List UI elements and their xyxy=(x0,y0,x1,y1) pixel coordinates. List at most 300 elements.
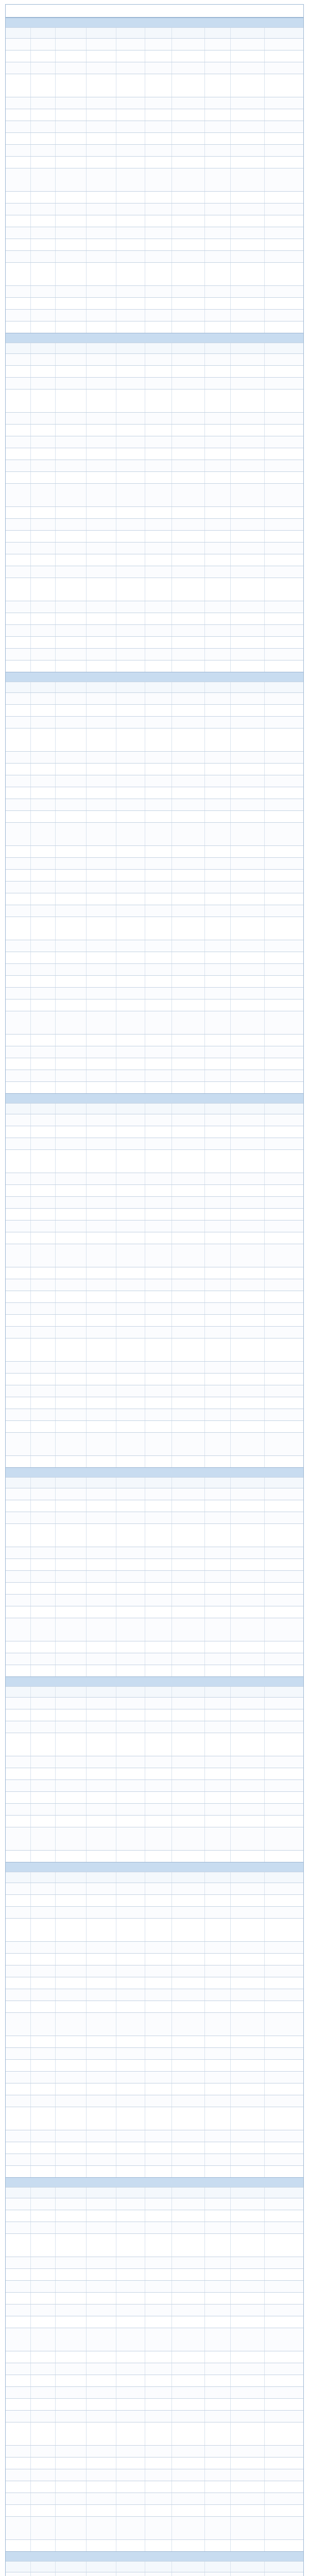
table-cell xyxy=(204,1641,230,1653)
table-cell xyxy=(6,1338,30,1361)
table-row xyxy=(6,321,303,333)
table-cell xyxy=(30,1209,55,1220)
table-cell xyxy=(55,2198,86,2210)
table-row xyxy=(6,389,303,412)
table-cell xyxy=(86,1571,116,1582)
table-cell xyxy=(6,1500,30,1512)
table-cell xyxy=(6,1709,30,1721)
table-cell xyxy=(145,215,171,227)
table-cell xyxy=(116,2234,145,2257)
table-cell xyxy=(30,1232,55,1244)
table-cell xyxy=(55,1185,86,1196)
table-cell xyxy=(145,1397,171,1409)
table-cell xyxy=(86,2399,116,2410)
table-cell xyxy=(171,1197,204,1208)
table-cell xyxy=(145,858,171,869)
table-cell xyxy=(145,752,171,763)
table-cell xyxy=(204,239,230,250)
table-cell xyxy=(6,2281,30,2292)
table-cell xyxy=(171,1851,204,1862)
table-cell xyxy=(204,2540,230,2551)
table-cell xyxy=(116,2166,145,2177)
table-cell xyxy=(30,1942,55,1953)
table-cell xyxy=(145,1197,171,1208)
table-cell xyxy=(6,472,30,483)
table-cell xyxy=(264,1583,301,1594)
table-cell xyxy=(145,1618,171,1641)
table-cell xyxy=(264,2387,301,2398)
table-row xyxy=(6,1850,303,1862)
table-cell xyxy=(204,2130,230,2142)
table-cell xyxy=(204,882,230,893)
table-cell xyxy=(204,1954,230,1965)
table-cell xyxy=(204,917,230,940)
column-header xyxy=(264,2562,301,2572)
table-cell xyxy=(230,2154,264,2165)
table-row xyxy=(6,2375,303,2386)
table-cell xyxy=(204,2481,230,2493)
table-cell xyxy=(171,2107,204,2130)
table-cell xyxy=(6,637,30,648)
table-cell xyxy=(264,893,301,905)
table-cell xyxy=(6,1698,30,1709)
table-cell xyxy=(204,2060,230,2071)
table-row xyxy=(6,2059,303,2071)
table-cell xyxy=(264,2001,301,2012)
table-cell xyxy=(171,1804,204,1815)
table-cell xyxy=(145,1595,171,1606)
column-header xyxy=(86,1872,116,1883)
table-cell xyxy=(171,1827,204,1850)
table-cell xyxy=(116,519,145,530)
table-cell xyxy=(86,1977,116,1989)
table-cell xyxy=(264,531,301,542)
table-cell xyxy=(264,1500,301,1512)
table-cell xyxy=(230,484,264,506)
table-cell xyxy=(204,192,230,203)
table-cell xyxy=(204,2469,230,2481)
table-cell xyxy=(30,366,55,377)
table-cell xyxy=(264,543,301,554)
table-cell xyxy=(55,1954,86,1965)
table-cell xyxy=(145,1173,171,1184)
table-cell xyxy=(171,2572,204,2576)
table-cell xyxy=(171,1559,204,1570)
table-cell xyxy=(6,705,30,716)
table-cell xyxy=(230,1665,264,1676)
table-cell xyxy=(171,1792,204,1803)
table-cell xyxy=(116,1046,145,1058)
table-cell xyxy=(6,882,30,893)
table-cell xyxy=(6,1456,30,1467)
table-cell xyxy=(86,1011,116,1034)
table-cell xyxy=(264,448,301,460)
table-cell xyxy=(171,905,204,917)
table-cell xyxy=(264,145,301,156)
table-cell xyxy=(30,1954,55,1965)
table-row xyxy=(6,1721,303,1733)
table-cell xyxy=(86,1197,116,1208)
table-cell xyxy=(30,566,55,578)
table-row xyxy=(6,1965,303,1977)
table-cell xyxy=(6,239,30,250)
table-row xyxy=(6,1791,303,1803)
table-cell xyxy=(86,298,116,309)
table-row xyxy=(6,1220,303,1232)
table-cell xyxy=(204,625,230,636)
table-cell xyxy=(116,1221,145,1232)
table-cell xyxy=(171,625,204,636)
table-cell xyxy=(230,1965,264,1977)
table-cell xyxy=(145,145,171,156)
table-cell xyxy=(55,1070,86,1081)
table-cell xyxy=(30,882,55,893)
table-cell xyxy=(171,1606,204,1618)
column-header xyxy=(264,2188,301,2198)
table-cell xyxy=(230,531,264,542)
table-cell xyxy=(204,1409,230,1420)
table-cell xyxy=(6,1571,30,1582)
table-cell xyxy=(86,1547,116,1558)
table-cell xyxy=(86,2222,116,2233)
table-cell xyxy=(116,543,145,554)
table-cell xyxy=(264,905,301,917)
table-cell xyxy=(116,882,145,893)
table-cell xyxy=(6,2072,30,2083)
table-cell xyxy=(116,1653,145,1665)
table-cell xyxy=(55,1421,86,1432)
table-cell xyxy=(264,799,301,810)
table-cell xyxy=(204,484,230,506)
table-cell xyxy=(204,811,230,822)
table-cell xyxy=(171,239,204,250)
table-cell xyxy=(204,413,230,424)
table-cell xyxy=(116,1209,145,1220)
table-cell xyxy=(86,310,116,321)
table-cell xyxy=(30,1883,55,1894)
table-row xyxy=(6,692,303,704)
column-header xyxy=(30,1104,55,1114)
table-cell xyxy=(55,764,86,775)
table-cell xyxy=(264,1709,301,1721)
table-cell xyxy=(264,1197,301,1208)
column-header xyxy=(171,1687,204,1697)
table-cell xyxy=(230,2399,264,2410)
table-cell xyxy=(86,823,116,845)
table-cell xyxy=(145,728,171,751)
table-cell xyxy=(145,413,171,424)
table-cell xyxy=(6,1488,30,1500)
table-cell xyxy=(55,1907,86,1918)
table-cell xyxy=(55,1653,86,1665)
table-cell xyxy=(86,1221,116,1232)
table-cell xyxy=(116,1571,145,1582)
table-cell xyxy=(145,2269,171,2280)
table-cell xyxy=(116,905,145,917)
table-cell xyxy=(230,2304,264,2316)
table-cell xyxy=(30,2387,55,2398)
table-cell xyxy=(145,448,171,460)
table-cell xyxy=(171,39,204,50)
table-cell xyxy=(171,2130,204,2142)
table-row xyxy=(6,1803,303,1815)
table-cell xyxy=(55,2036,86,2047)
table-cell xyxy=(30,1126,55,1138)
table-cell xyxy=(86,1606,116,1618)
table-cell xyxy=(204,2281,230,2292)
table-cell xyxy=(55,157,86,168)
table-cell xyxy=(116,1954,145,1965)
table-row xyxy=(6,1046,303,1058)
table-cell xyxy=(145,775,171,787)
table-cell xyxy=(145,2411,171,2422)
table-cell xyxy=(230,121,264,132)
table-cell xyxy=(171,2095,204,2107)
table-cell xyxy=(6,2481,30,2493)
table-cell xyxy=(145,870,171,881)
table-cell xyxy=(55,168,86,191)
table-cell xyxy=(55,1583,86,1594)
table-cell xyxy=(204,2001,230,2012)
table-cell xyxy=(171,1942,204,1953)
table-cell xyxy=(116,263,145,285)
table-cell xyxy=(86,1267,116,1279)
table-cell xyxy=(171,1768,204,1780)
table-cell xyxy=(6,2505,30,2516)
column-header xyxy=(30,28,55,38)
table-cell xyxy=(264,519,301,530)
table-cell xyxy=(171,858,204,869)
table-row xyxy=(6,1196,303,1208)
table-cell xyxy=(30,298,55,309)
table-cell xyxy=(264,1385,301,1397)
table-cell xyxy=(116,286,145,297)
table-cell xyxy=(204,1221,230,1232)
table-cell xyxy=(204,2328,230,2351)
table-cell xyxy=(230,764,264,775)
table-cell xyxy=(230,811,264,822)
table-cell xyxy=(116,660,145,672)
table-cell xyxy=(30,988,55,999)
table-row xyxy=(6,74,303,97)
table-cell xyxy=(6,964,30,975)
table-cell xyxy=(145,2293,171,2304)
table-cell xyxy=(171,215,204,227)
table-cell xyxy=(6,1756,30,1768)
table-row xyxy=(6,97,303,109)
table-row xyxy=(6,50,303,62)
table-cell xyxy=(171,2166,204,2177)
table-cell xyxy=(171,1547,204,1558)
column-header xyxy=(55,343,86,353)
table-row xyxy=(6,1385,303,1397)
table-cell xyxy=(171,893,204,905)
column-header xyxy=(230,1687,264,1697)
table-cell xyxy=(86,2446,116,2457)
table-cell xyxy=(6,2222,30,2233)
table-cell xyxy=(6,601,30,613)
table-cell xyxy=(55,251,86,262)
table-cell xyxy=(204,1756,230,1768)
table-cell xyxy=(6,578,30,601)
table-cell xyxy=(116,1965,145,1977)
table-cell xyxy=(6,1895,30,1906)
table-cell xyxy=(230,2257,264,2268)
table-cell xyxy=(171,1907,204,1918)
table-cell xyxy=(116,1114,145,1126)
table-cell xyxy=(145,1883,171,1894)
table-cell xyxy=(264,109,301,121)
table-cell xyxy=(230,2458,264,2469)
table-cell xyxy=(204,578,230,601)
table-cell xyxy=(264,1733,301,1756)
table-cell xyxy=(55,964,86,975)
table-cell xyxy=(171,1209,204,1220)
table-cell xyxy=(86,1512,116,1523)
table-cell xyxy=(145,378,171,389)
table-row xyxy=(6,1827,303,1850)
table-cell xyxy=(86,2517,116,2539)
table-cell xyxy=(116,109,145,121)
table-cell xyxy=(86,1279,116,1291)
table-cell xyxy=(30,2481,55,2493)
table-cell xyxy=(230,2072,264,2083)
table-cell xyxy=(116,1709,145,1721)
table-cell xyxy=(171,2222,204,2233)
table-cell xyxy=(6,436,30,448)
table-cell xyxy=(145,1571,171,1582)
table-cell xyxy=(145,2154,171,2165)
table-cell xyxy=(6,97,30,109)
table-cell xyxy=(264,717,301,728)
table-row xyxy=(6,2481,303,2493)
table-cell xyxy=(86,1385,116,1397)
column-header xyxy=(264,343,301,353)
table-cell xyxy=(145,976,171,987)
table-row xyxy=(6,763,303,775)
table-cell xyxy=(230,321,264,333)
table-cell xyxy=(86,448,116,460)
table-cell xyxy=(6,1595,30,1606)
table-cell xyxy=(30,2293,55,2304)
table-cell xyxy=(86,1851,116,1862)
table-cell xyxy=(171,660,204,672)
table-cell xyxy=(230,1989,264,2001)
table-cell xyxy=(6,133,30,144)
table-row xyxy=(6,1523,303,1547)
table-cell xyxy=(55,1244,86,1267)
table-cell xyxy=(204,2505,230,2516)
table-cell xyxy=(264,1512,301,1523)
table-cell xyxy=(116,472,145,483)
table-cell xyxy=(30,811,55,822)
table-cell xyxy=(204,2036,230,2047)
table-cell xyxy=(116,2222,145,2233)
table-cell xyxy=(116,649,145,660)
table-cell xyxy=(145,2316,171,2328)
table-cell xyxy=(264,1421,301,1432)
table-cell xyxy=(204,1571,230,1582)
table-cell xyxy=(171,988,204,999)
table-cell xyxy=(30,1267,55,1279)
table-cell xyxy=(86,1070,116,1081)
table-cell xyxy=(116,1733,145,1756)
column-header xyxy=(145,1104,171,1114)
table-cell xyxy=(116,2572,145,2576)
table-cell xyxy=(230,1173,264,1184)
table-cell xyxy=(204,1595,230,1606)
table-cell xyxy=(230,436,264,448)
table-cell xyxy=(264,121,301,132)
table-row xyxy=(6,2071,303,2083)
table-cell xyxy=(230,1512,264,1523)
table-cell xyxy=(230,1035,264,1046)
table-cell xyxy=(230,1362,264,1373)
table-cell xyxy=(264,389,301,412)
table-cell xyxy=(30,2363,55,2375)
table-cell xyxy=(230,952,264,963)
table-cell xyxy=(116,1851,145,1862)
table-cell xyxy=(145,1965,171,1977)
table-cell xyxy=(204,2234,230,2257)
table-cell xyxy=(30,2166,55,2177)
table-cell xyxy=(145,2446,171,2457)
table-cell xyxy=(55,74,86,97)
table-cell xyxy=(86,1338,116,1361)
table-cell xyxy=(204,893,230,905)
table-cell xyxy=(55,1082,86,1093)
table-cell xyxy=(145,109,171,121)
column-header xyxy=(145,343,171,353)
table-row xyxy=(6,448,303,460)
table-cell xyxy=(30,787,55,799)
table-cell xyxy=(204,601,230,613)
table-cell xyxy=(30,1433,55,1455)
table-cell xyxy=(55,1733,86,1756)
column-header xyxy=(204,1687,230,1697)
table-cell xyxy=(30,2210,55,2222)
table-cell xyxy=(264,2222,301,2233)
table-cell xyxy=(230,1524,264,1547)
column-header xyxy=(6,2562,30,2572)
table-cell xyxy=(171,728,204,751)
table-cell xyxy=(6,121,30,132)
table-cell xyxy=(86,578,116,601)
table-cell xyxy=(171,1138,204,1149)
table-cell xyxy=(264,2198,301,2210)
table-cell xyxy=(204,204,230,215)
table-cell xyxy=(230,2060,264,2071)
table-cell xyxy=(264,1409,301,1420)
table-cell xyxy=(264,1954,301,1965)
table-cell xyxy=(145,1374,171,1385)
table-cell xyxy=(171,1267,204,1279)
table-cell xyxy=(171,1919,204,1941)
table-cell xyxy=(171,940,204,952)
table-cell xyxy=(6,1919,30,1941)
table-cell xyxy=(86,2572,116,2576)
table-cell xyxy=(6,227,30,239)
table-cell xyxy=(86,389,116,412)
table-cell xyxy=(30,1851,55,1862)
table-cell xyxy=(171,1082,204,1093)
table-cell xyxy=(55,1641,86,1653)
table-cell xyxy=(6,1559,30,1570)
table-cell xyxy=(55,717,86,728)
table-cell xyxy=(230,1488,264,1500)
table-cell xyxy=(264,133,301,144)
table-cell xyxy=(86,1488,116,1500)
